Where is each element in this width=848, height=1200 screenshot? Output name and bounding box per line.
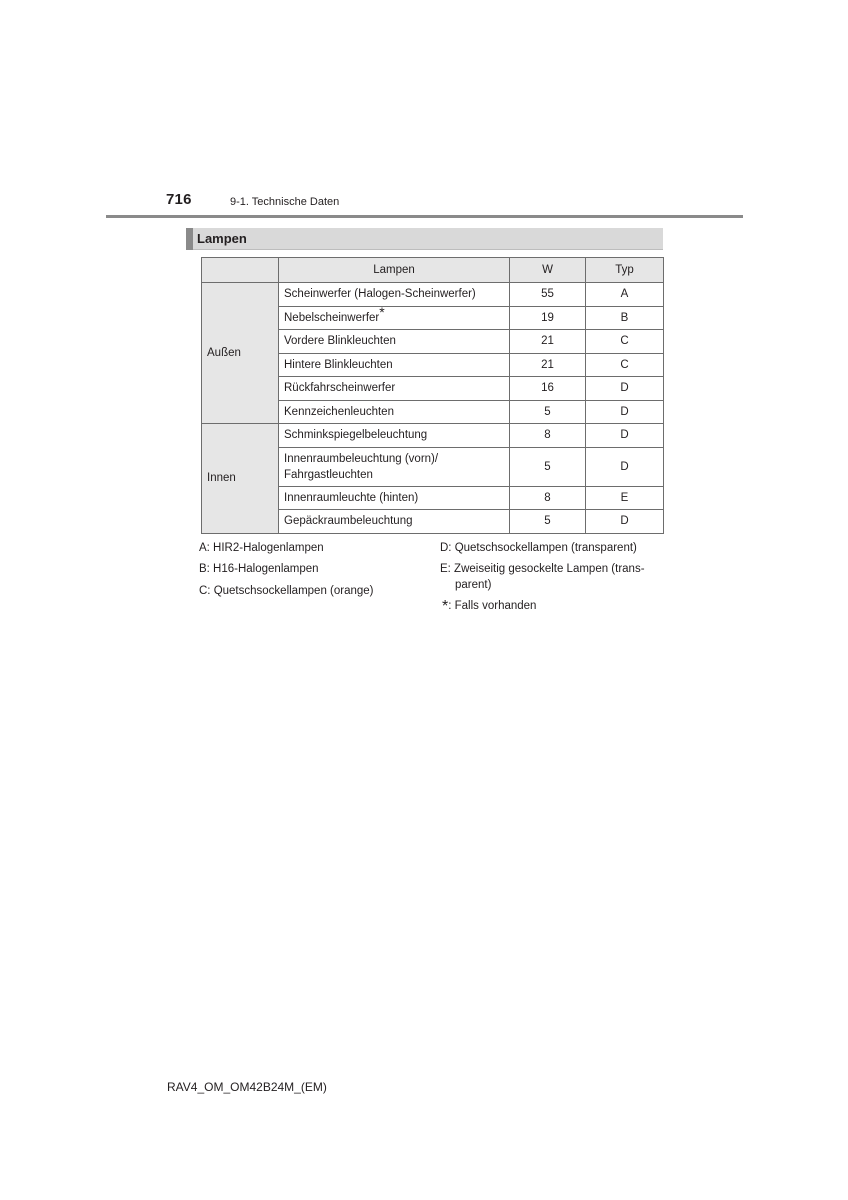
lamp-name-line1: Innenraumbeleuchtung (vorn)/ [284,452,439,465]
section-heading: Lampen [197,231,247,246]
footnote-e-line2: parent) [455,579,492,591]
watt-cell: 8 [510,424,586,448]
group-cell-innen: Innen [202,424,279,534]
lamp-cell: Gepäckraumbeleuchtung [279,510,510,534]
lamp-cell: Scheinwerfer (Halogen-Scheinwerfer) [279,283,510,307]
lamp-cell: Innenraumleuchte (hinten) [279,486,510,510]
lamp-cell: Rückfahrscheinwerfer [279,377,510,401]
lamp-cell: Kennzeichenleuchten [279,400,510,424]
watt-cell: 5 [510,447,586,486]
watt-cell: 5 [510,510,586,534]
heading-accent [186,228,193,250]
table-header-row [202,258,664,283]
footnote-e-line1: E: Zweiseitig gesockelte Lampen (trans- [440,563,645,575]
type-cell: E [586,486,664,510]
header-cell-blank [202,258,279,283]
watt-cell: 5 [510,400,586,424]
document-code: RAV4_OM_OM42B24M_(EM) [167,1080,327,1094]
section-title: 9-1. Technische Daten [230,196,340,208]
lamp-name-line2: Fahrgastleuchten [284,468,373,481]
type-cell: D [586,377,664,401]
asterisk-symbol: * [442,598,449,615]
header-cell-type: Typ [586,258,664,283]
watt-cell: 21 [510,353,586,377]
footnote-e [440,561,645,593]
footnote-b: B: H16-Halogenlampen [199,563,319,575]
lamp-cell: Vordere Blinkleuchten [279,330,510,354]
header-cell-watt: W [510,258,586,283]
footnote-star [442,597,536,614]
type-cell: D [586,447,664,486]
table-row [202,424,664,448]
watt-cell: 21 [510,330,586,354]
lamp-name: Nebelscheinwerfer [284,312,380,325]
watt-cell: 19 [510,306,586,330]
type-cell: D [586,400,664,424]
page-number: 716 [166,191,192,208]
footnote-star-text: : Falls vorhanden [448,600,537,612]
table-row [202,283,664,307]
lamp-cell [279,447,510,486]
type-cell: A [586,283,664,307]
header-cell-lamps: Lampen [279,258,510,283]
type-cell: C [586,353,664,377]
footnote-a: A: HIR2-Halogenlampen [199,542,324,554]
watt-cell: 16 [510,377,586,401]
type-cell: C [586,330,664,354]
type-cell: D [586,510,664,534]
section-heading-bar [186,228,663,250]
footnote-d: D: Quetschsockellampen (transparent) [440,542,637,554]
type-cell: D [586,424,664,448]
header-rule [106,215,743,218]
lamp-cell: Hintere Blinkleuchten [279,353,510,377]
lamp-table [201,257,664,534]
footnote-marker: * [379,304,385,321]
watt-cell: 8 [510,486,586,510]
lamp-cell [279,306,510,330]
type-cell: B [586,306,664,330]
footnote-c: C: Quetschsockellampen (orange) [199,585,374,597]
group-cell-aussen: Außen [202,283,279,424]
lamp-cell: Schminkspiegelbeleuchtung [279,424,510,448]
watt-cell: 55 [510,283,586,307]
